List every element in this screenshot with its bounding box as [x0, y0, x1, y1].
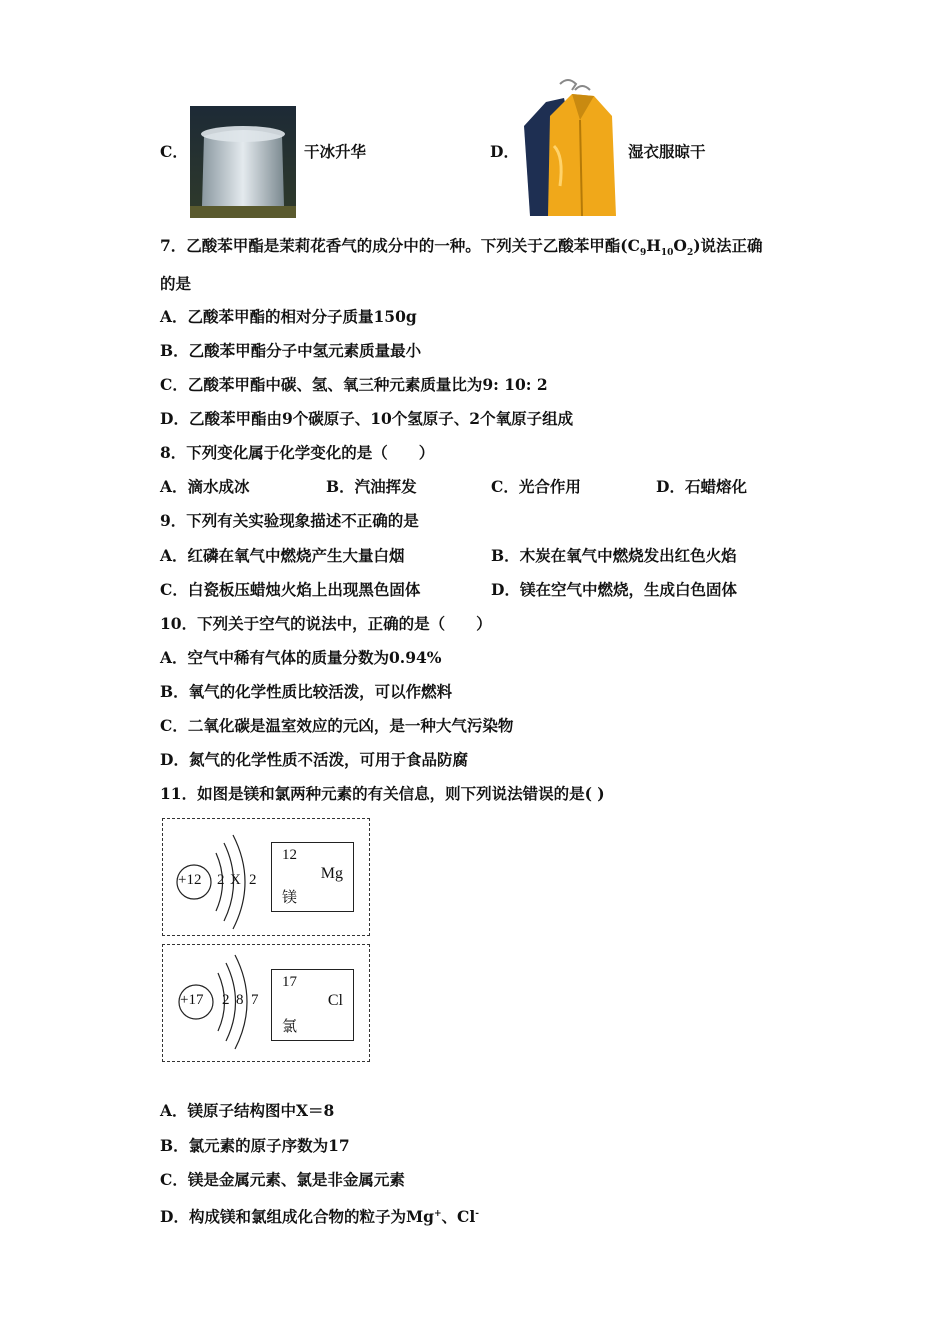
q6-option-c-caption: 干冰升华 [304, 142, 367, 161]
q7-h: H [646, 236, 661, 255]
q10-stem: 10．下列关于空气的说法中，正确的是（ ） [160, 614, 492, 633]
q8-stem: 8．下列变化属于化学变化的是（ ） [160, 443, 435, 462]
q11-option-c: C．镁是金属元素、氯是非金属元素 [160, 1170, 405, 1189]
cl-figure [162, 944, 370, 1062]
mg-shell-1: 2 [217, 872, 225, 888]
q11-option-b: B．氯元素的原子序数为17 [160, 1136, 350, 1155]
mg-shell-3: 2 [249, 872, 257, 888]
q7-sub-10: 10 [660, 248, 674, 259]
cl-shell-1: 2 [222, 992, 230, 1008]
q8-option-c: C．光合作用 [491, 477, 581, 496]
q7-stem-b: )说法正确 [693, 236, 763, 255]
q7-sub-9: 9 [639, 248, 647, 259]
q7-stem-a: 7．乙酸苯甲酯是茉莉花香气的成分中的一种。下列关于乙酸苯甲酯(C [160, 236, 640, 255]
mg-figure [162, 818, 370, 936]
q7-option-c: C．乙酸苯甲酯中碳、氢、氧三种元素质量比为9: 10: 2 [160, 375, 548, 394]
q8-option-d: D．石蜡熔化 [656, 477, 747, 496]
q10-option-b: B．氧气的化学性质比较活泼，可以作燃料 [160, 682, 453, 701]
mg-nucleus-charge: +12 [178, 872, 202, 888]
q10-option-c: C．二氧化碳是温室效应的元凶，是一种大气污染物 [160, 716, 514, 735]
q7-option-b: B．乙酸苯甲酯分子中氢元素质量最小 [160, 341, 422, 360]
mg-element-name: 镁 [282, 888, 298, 906]
mg-periodic-table-cell [271, 842, 354, 912]
q10-option-d: D．氮气的化学性质不活泼，可用于食品防腐 [160, 750, 468, 769]
q11-stem: 11．如图是镁和氯两种元素的有关信息，则下列说法错误的是( ) [160, 784, 605, 803]
q6-option-d-label: D． [490, 142, 519, 161]
q7-sub-2: 2 [686, 248, 694, 259]
cl-shell-3: 7 [251, 992, 259, 1008]
cl-shell-2: 8 [236, 992, 244, 1008]
q9-option-b: B．木炭在氧气中燃烧发出红色火焰 [491, 546, 737, 565]
q11-option-d-sup-plus: + [433, 1209, 442, 1219]
q11-option-d-sup-minus: - [475, 1209, 479, 1219]
q10-option-a: A．空气中稀有气体的质量分数为0.94% [160, 648, 442, 667]
cl-symbol: Cl [327, 992, 343, 1009]
q7-stem-continued: 的是 [160, 274, 192, 293]
mg-shell-2: X [230, 872, 241, 888]
cl-atomic-number: 17 [282, 974, 297, 990]
q7-o: O [673, 236, 687, 255]
mg-atomic-number: 12 [282, 847, 297, 863]
q11-option-d [160, 1204, 479, 1227]
q7-option-a: A．乙酸苯甲酯的相对分子质量150g [160, 307, 417, 326]
q9-stem: 9．下列有关实验现象描述不正确的是 [160, 511, 419, 530]
cl-element-name: 氯 [282, 1017, 298, 1035]
wet-clothes-photo [520, 76, 620, 218]
q6-option-c-label: C． [160, 142, 188, 161]
q11-option-d-text: D．构成镁和氯组成化合物的粒子为Mg [160, 1207, 434, 1227]
q11-option-d-sep: 、Cl [441, 1207, 476, 1227]
cl-nucleus-charge: +17 [180, 992, 204, 1008]
q9-option-d: D．镁在空气中燃烧，生成白色固体 [491, 580, 737, 599]
mg-symbol: Mg [320, 865, 343, 882]
q11-option-a: A．镁原子结构图中X＝8 [160, 1101, 335, 1120]
q8-option-a: A．滴水成冰 [160, 477, 250, 496]
q9-option-a: A．红磷在氧气中燃烧产生大量白烟 [160, 546, 405, 565]
dry-ice-photo [190, 106, 296, 218]
q7-option-d: D．乙酸苯甲酯由9个碳原子、10个氢原子、2个氧原子组成 [160, 409, 574, 428]
q9-option-c: C．白瓷板压蜡烛火焰上出现黑色固体 [160, 580, 421, 599]
q7-stem [160, 236, 763, 263]
cl-periodic-table-cell [271, 969, 354, 1041]
q6-option-d-caption: 湿衣服晾干 [628, 142, 706, 161]
q8-option-b: B．汽油挥发 [326, 477, 417, 496]
